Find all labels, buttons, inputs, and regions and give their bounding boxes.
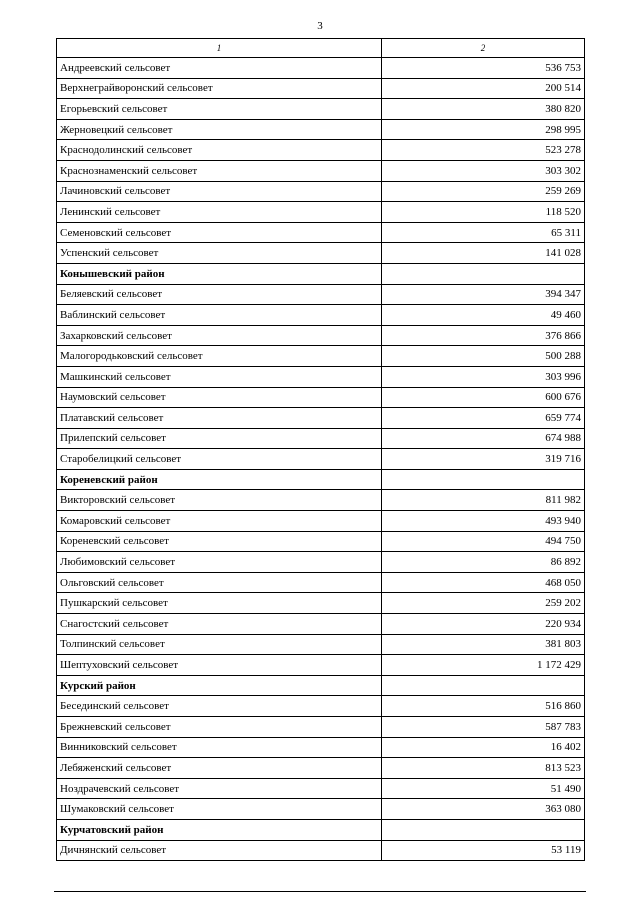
settlement-name: Платавский сельсовет — [57, 408, 382, 429]
table-row — [57, 511, 585, 532]
amount-cell — [382, 675, 585, 696]
settlement-name: Старобелицкий сельсовет — [57, 449, 382, 470]
table-row — [57, 552, 585, 573]
amount-cell: 51 490 — [382, 778, 585, 799]
amount-cell: 468 050 — [382, 572, 585, 593]
settlement-name: Снагостский сельсовет — [57, 614, 382, 635]
table-row — [57, 428, 585, 449]
amount-cell — [382, 819, 585, 840]
table-row — [57, 634, 585, 655]
table-row — [57, 572, 585, 593]
column-header-2: 2 — [382, 39, 585, 58]
table-row — [57, 305, 585, 326]
settlement-name: Краснознаменский сельсовет — [57, 160, 382, 181]
amount-cell: 65 311 — [382, 222, 585, 243]
amount-cell: 600 676 — [382, 387, 585, 408]
amount-cell: 674 988 — [382, 428, 585, 449]
settlement-name: Ленинский сельсовет — [57, 202, 382, 223]
amount-cell: 659 774 — [382, 408, 585, 429]
table-header-row — [57, 39, 585, 58]
amount-cell: 516 860 — [382, 696, 585, 717]
settlement-name: Винниковский сельсовет — [57, 737, 382, 758]
settlement-name: Кореневский сельсовет — [57, 531, 382, 552]
table-row — [57, 490, 585, 511]
settlement-name: Ноздрачевский сельсовет — [57, 778, 382, 799]
amount-cell: 86 892 — [382, 552, 585, 573]
settlement-name: Прилепский сельсовет — [57, 428, 382, 449]
settlement-name: Семеновский сельсовет — [57, 222, 382, 243]
settlement-name: Андреевский сельсовет — [57, 58, 382, 79]
table-row — [57, 202, 585, 223]
settlement-name: Шептуховский сельсовет — [57, 655, 382, 676]
table-row — [57, 387, 585, 408]
settlement-name: Пушкарский сельсовет — [57, 593, 382, 614]
settlement-name: Лебяженский сельсовет — [57, 758, 382, 779]
amount-cell: 381 803 — [382, 634, 585, 655]
amount-cell — [382, 469, 585, 490]
settlement-name: Наумовский сельсовет — [57, 387, 382, 408]
table-row — [57, 119, 585, 140]
settlement-name: Машкинский сельсовет — [57, 366, 382, 387]
amount-cell: 587 783 — [382, 717, 585, 738]
table-row — [57, 840, 585, 861]
column-header-1: 1 — [57, 39, 382, 58]
settlement-name: Захарковский сельсовет — [57, 325, 382, 346]
table-row — [57, 99, 585, 120]
table-row — [57, 593, 585, 614]
amount-cell: 536 753 — [382, 58, 585, 79]
amount-cell: 493 940 — [382, 511, 585, 532]
page-number: 3 — [317, 20, 323, 32]
amount-cell: 363 080 — [382, 799, 585, 820]
amount-cell: 200 514 — [382, 78, 585, 99]
amount-cell: 118 520 — [382, 202, 585, 223]
district-row — [57, 263, 585, 284]
table-row — [57, 181, 585, 202]
amount-cell: 380 820 — [382, 99, 585, 120]
district-name: Конышевский район — [57, 263, 382, 284]
settlement-name: Малогородьковский сельсовет — [57, 346, 382, 367]
table-row — [57, 408, 585, 429]
table-row — [57, 243, 585, 264]
settlement-name: Ваблинский сельсовет — [57, 305, 382, 326]
settlement-name: Егорьевский сельсовет — [57, 99, 382, 120]
table-row — [57, 737, 585, 758]
settlement-name: Успенский сельсовет — [57, 243, 382, 264]
amount-cell: 298 995 — [382, 119, 585, 140]
settlement-name: Верхнеграйворонский сельсовет — [57, 78, 382, 99]
settlement-name: Шумаковский сельсовет — [57, 799, 382, 820]
budget-table — [56, 38, 585, 861]
district-name: Курский район — [57, 675, 382, 696]
amount-cell: 1 172 429 — [382, 655, 585, 676]
amount-cell: 53 119 — [382, 840, 585, 861]
amount-cell: 16 402 — [382, 737, 585, 758]
settlement-name: Дичнянский сельсовет — [57, 840, 382, 861]
amount-cell: 376 866 — [382, 325, 585, 346]
settlement-name: Ольговский сельсовет — [57, 572, 382, 593]
settlement-name: Комаровский сельсовет — [57, 511, 382, 532]
table-row — [57, 696, 585, 717]
table-row — [57, 58, 585, 79]
table-row — [57, 799, 585, 820]
amount-cell: 141 028 — [382, 243, 585, 264]
amount-cell: 220 934 — [382, 614, 585, 635]
amount-cell — [382, 263, 585, 284]
bottom-rule — [54, 891, 586, 892]
table-row — [57, 222, 585, 243]
table-row — [57, 778, 585, 799]
table-row — [57, 366, 585, 387]
settlement-name: Краснодолинский сельсовет — [57, 140, 382, 161]
amount-cell: 259 202 — [382, 593, 585, 614]
amount-cell: 259 269 — [382, 181, 585, 202]
district-row — [57, 819, 585, 840]
amount-cell: 523 278 — [382, 140, 585, 161]
district-row — [57, 675, 585, 696]
district-name: Кореневский район — [57, 469, 382, 490]
settlement-name: Любимовский сельсовет — [57, 552, 382, 573]
settlement-name: Беляевский сельсовет — [57, 284, 382, 305]
amount-cell: 394 347 — [382, 284, 585, 305]
table-row — [57, 325, 585, 346]
table-row — [57, 346, 585, 367]
table-row — [57, 758, 585, 779]
settlement-name: Толпинский сельсовет — [57, 634, 382, 655]
amount-cell: 494 750 — [382, 531, 585, 552]
amount-cell: 303 996 — [382, 366, 585, 387]
amount-cell: 49 460 — [382, 305, 585, 326]
settlement-name: Жерновецкий сельсовет — [57, 119, 382, 140]
amount-cell: 319 716 — [382, 449, 585, 470]
settlement-name: Лачиновский сельсовет — [57, 181, 382, 202]
amount-cell: 500 288 — [382, 346, 585, 367]
settlement-name: Бесединский сельсовет — [57, 696, 382, 717]
table-row — [57, 449, 585, 470]
district-name: Курчатовский район — [57, 819, 382, 840]
district-row — [57, 469, 585, 490]
settlement-name: Викторовский сельсовет — [57, 490, 382, 511]
amount-cell: 811 982 — [382, 490, 585, 511]
amount-cell: 303 302 — [382, 160, 585, 181]
table-row — [57, 531, 585, 552]
amount-cell: 813 523 — [382, 758, 585, 779]
table-row — [57, 717, 585, 738]
table-row — [57, 140, 585, 161]
table-row — [57, 655, 585, 676]
settlement-name: Брежневский сельсовет — [57, 717, 382, 738]
table-row — [57, 614, 585, 635]
table-row — [57, 284, 585, 305]
table-row — [57, 78, 585, 99]
table-row — [57, 160, 585, 181]
